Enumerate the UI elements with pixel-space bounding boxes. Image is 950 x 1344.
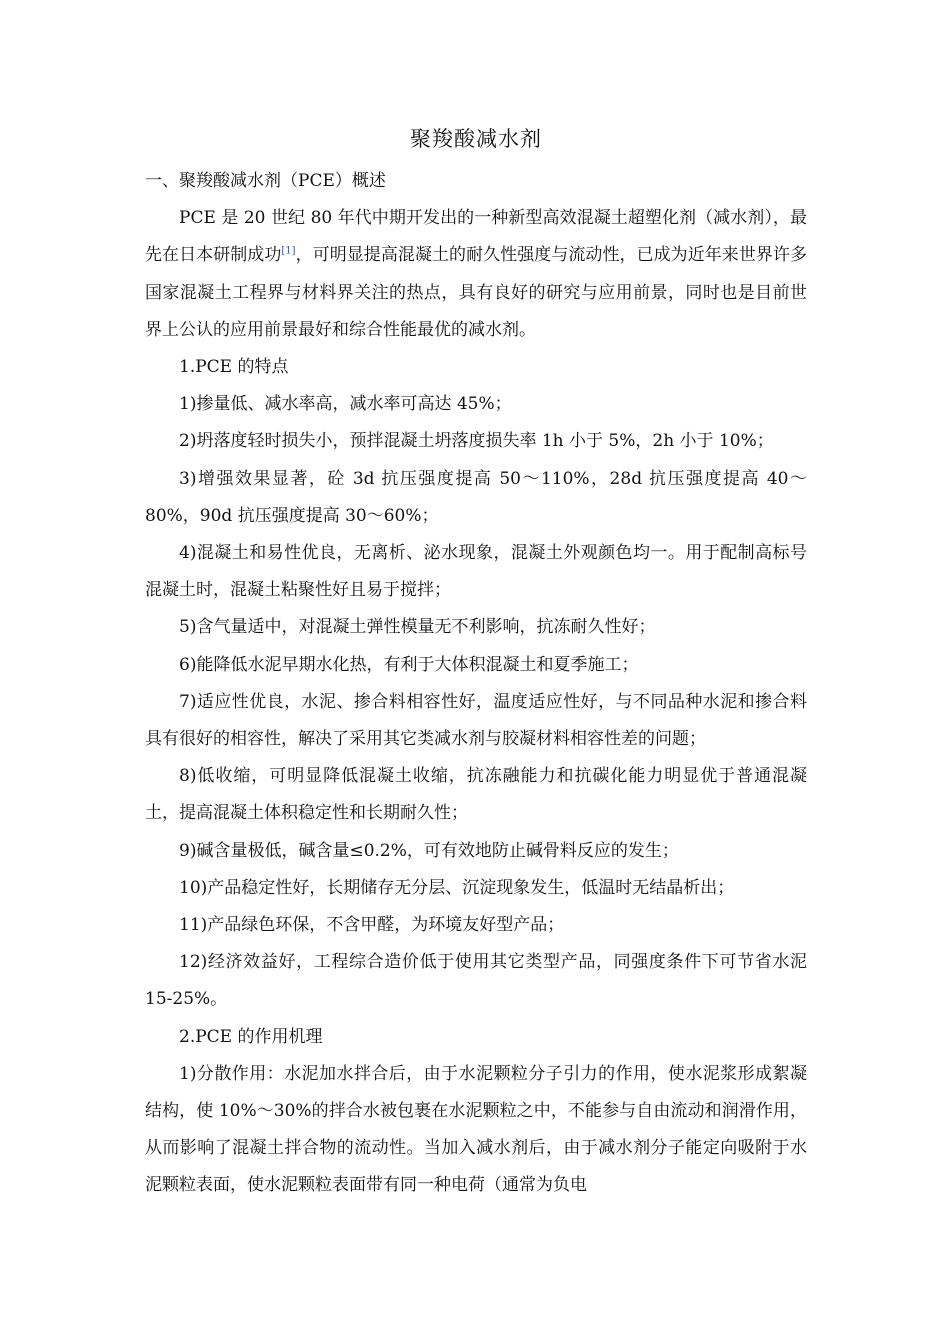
intro-text-after-ref: ，可明显提高混凝土的耐久性强度与流动性，已成为近年来世界许多国家混凝土工程界与材料界关注的热点，具有良好的研究与应用前景，同时也是目前世界上公认的应用前景最好和综合性能最优的减水剂。 <box>145 245 808 340</box>
feature-item-5: 5)含气量适中，对混凝土弹性模量无不利影响，抗冻耐久性好； <box>179 617 656 638</box>
citation-link[interactable]: [1] <box>281 245 296 257</box>
subheading-mechanism: 2.PCE 的作用机理 <box>179 1026 323 1047</box>
feature-item-2: 2)坍落度轻时损失小，预拌混凝土坍落度损失率 1h 小于 5%，2h 小于 10%； <box>179 431 774 452</box>
feature-item-8: 8)低收缩，可明显降低混凝土收缩，抗冻融能力和抗碳化能力明显优于普通混凝土，提高混凝土体积稳定性和长期耐久性； <box>145 766 807 824</box>
feature-item-3: 3)增强效果显著，砼 3d 抗压强度提高 50～110%，28d 抗压强度提高 40～80%，90d 抗压强度提高 30～60%； <box>145 468 807 526</box>
mechanism-item-1: 1)分散作用：水泥加水拌合后，由于水泥颗粒分子引力的作用，使水泥浆形成絮凝结构，使 10%～30%的拌合水被包裹在水泥颗粒之中，不能参与自由流动和润滑作用，从而影响了混凝土拌合物的流动性。当加入减水剂后，由于减水剂分子能定向吸附于水泥颗粒表面，使水泥颗粒表面带有同一种电荷（通常为负电 <box>145 1063 807 1196</box>
feature-item-6: 6)能降低水泥早期水化热，有利于大体积混凝土和夏季施工； <box>179 654 639 675</box>
feature-item-1: 1)掺量低、减水率高，减水率可高达 45%； <box>179 394 512 415</box>
intro-text-before-ref: PCE 是 20 世纪 80 年代中期开发出的一种新型高效混凝土超塑化剂（减水剂），最先在日本研制成功 <box>145 208 807 266</box>
feature-item-7: 7)适应性优良，水泥、掺合料相容性好，温度适应性好，与不同品种水泥和掺合料具有很好的相容性，解决了采用其它类减水剂与胶凝材料相容性差的问题； <box>145 691 807 750</box>
subheading-features: 1.PCE 的特点 <box>179 357 289 378</box>
document-title: 聚羧酸减水剂 <box>410 127 542 151</box>
feature-item-11: 11)产品绿色环保，不含甲醛，为环境友好型产品； <box>179 915 565 936</box>
feature-item-10: 10)产品稳定性好，长期储存无分层、沉淀现象发生，低温时无结晶析出； <box>179 877 735 898</box>
intro-paragraph <box>145 200 807 349</box>
document-body <box>145 118 807 1205</box>
section-heading-overview: 一、聚羧酸减水剂（PCE）概述 <box>145 171 386 191</box>
feature-item-12: 12)经济效益好，工程综合造价低于使用其它类型产品，同强度条件下可节省水泥 15-25%。 <box>145 952 807 1010</box>
feature-item-4: 4)混凝土和易性优良，无离析、泌水现象，混凝土外观颜色均一。用于配制高标号混凝土时，混凝土粘聚性好且易于搅拌； <box>145 543 807 601</box>
feature-item-9: 9)碱含量极低，碱含量≤0.2%，可有效地防止碱骨料反应的发生； <box>179 840 679 861</box>
